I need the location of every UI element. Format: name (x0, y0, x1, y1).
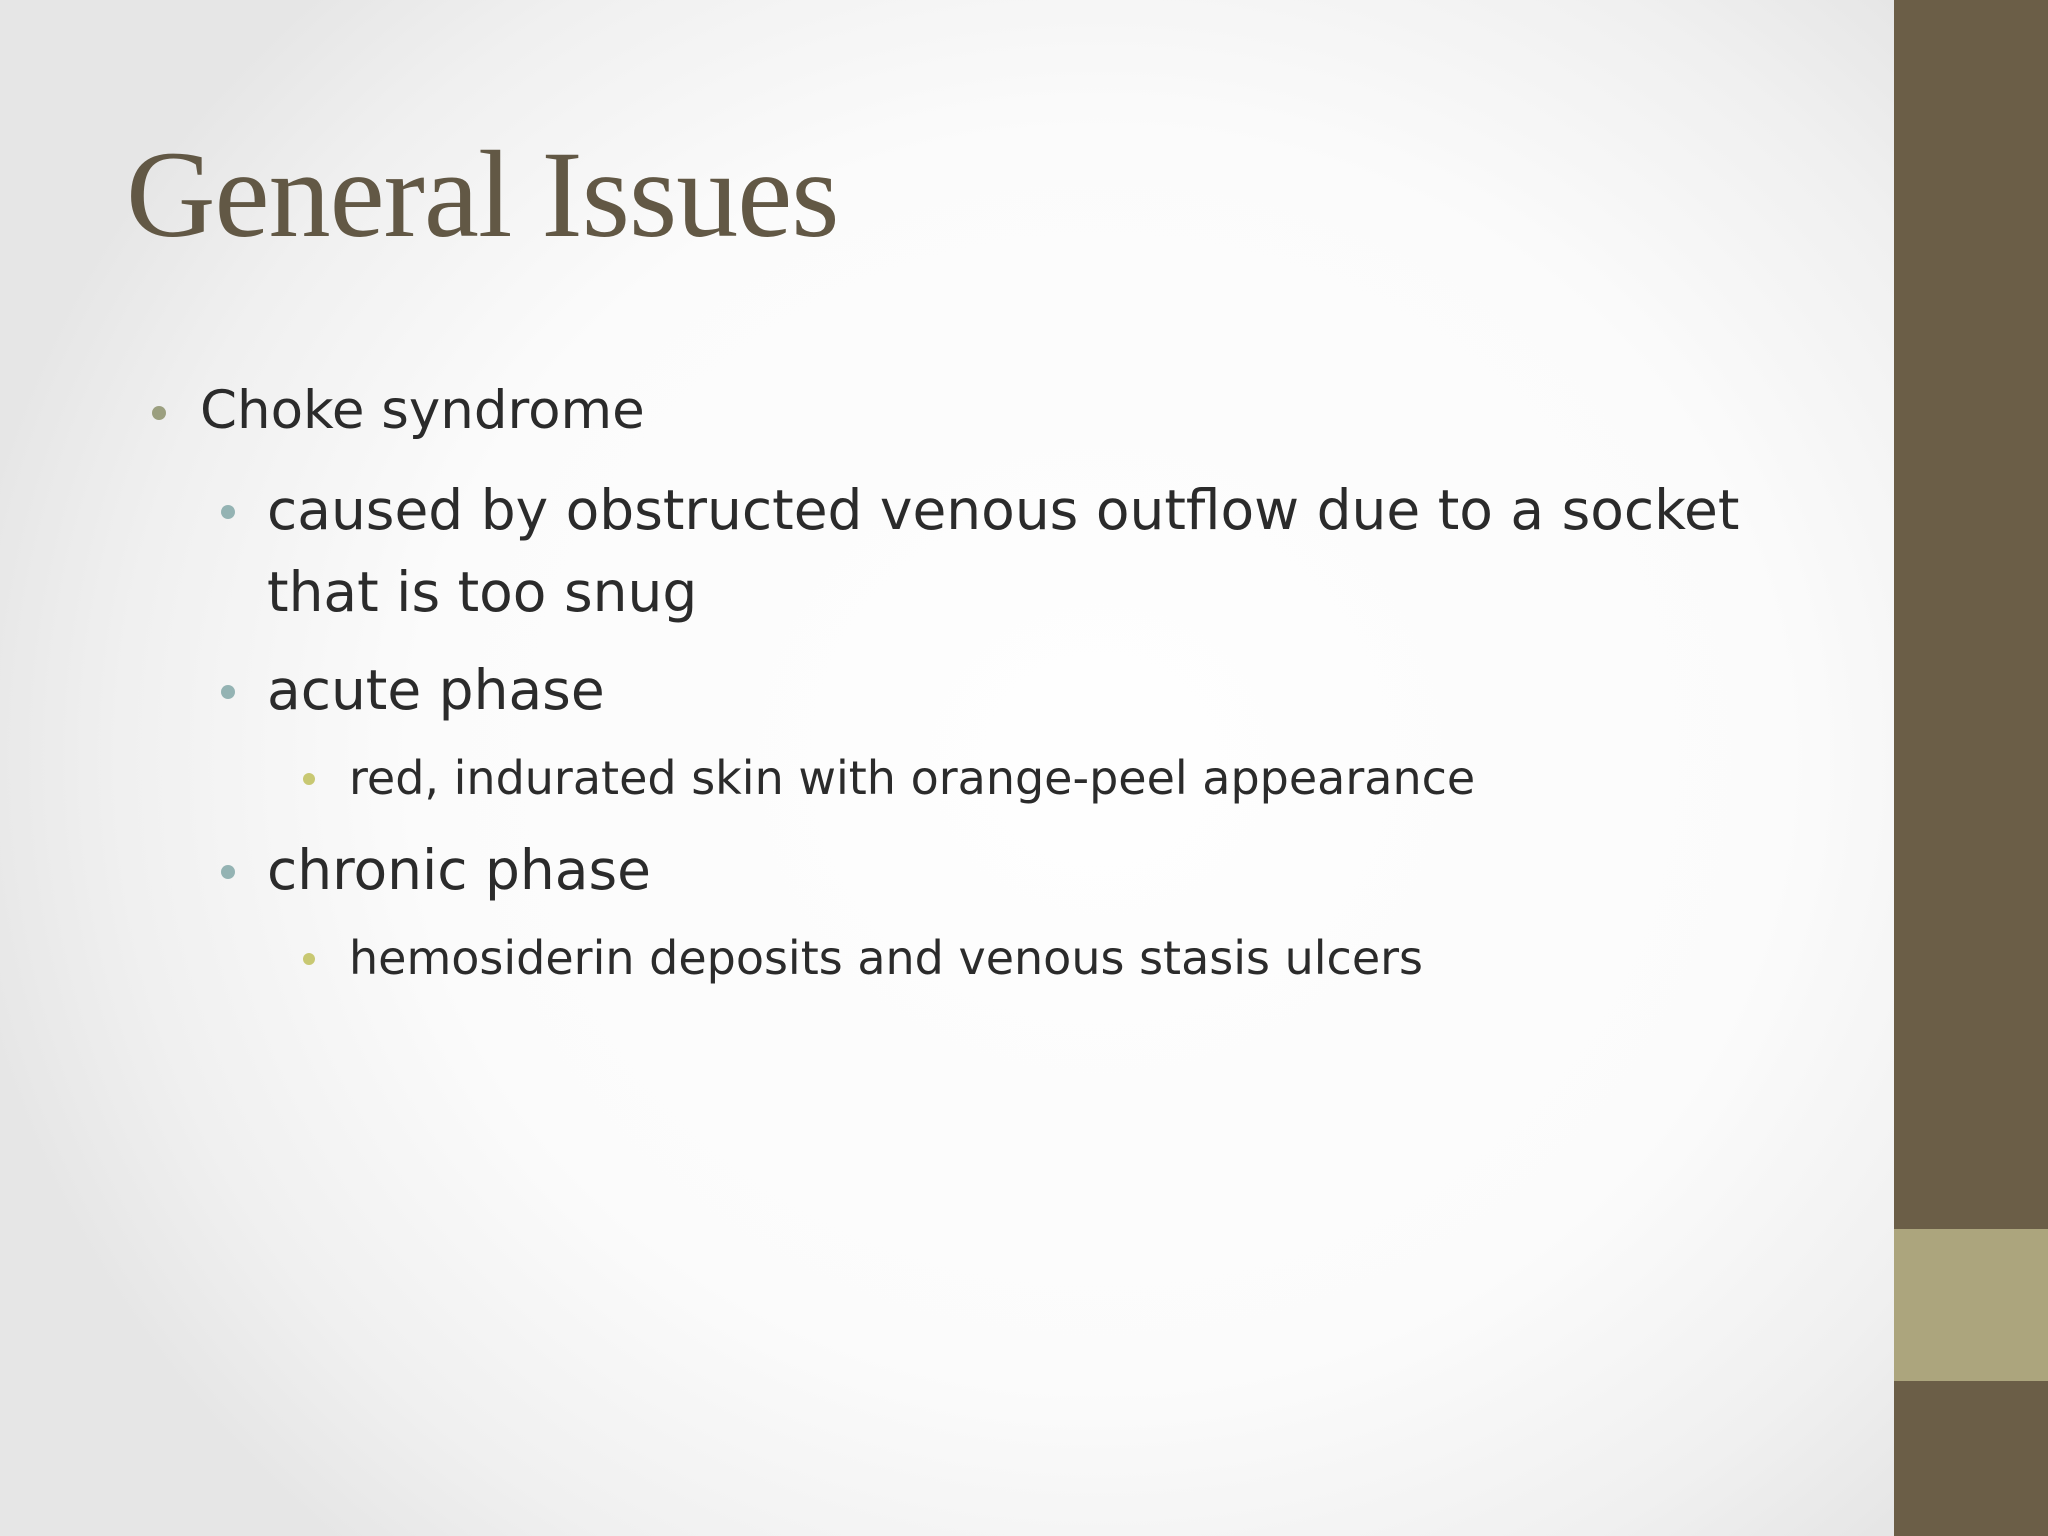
bullet-dot-icon (303, 953, 315, 965)
side-accent-block (1894, 1229, 2048, 1381)
bullet-item (267, 649, 1787, 731)
bullet-text: caused by obstructed venous outflow due to a socket that is too snug (267, 478, 1740, 624)
bullet-text: Choke syndrome (200, 380, 645, 441)
bullet-item (349, 923, 1423, 993)
bullet-dot-icon (152, 406, 166, 420)
bullet-dot-icon (303, 773, 315, 785)
bullet-dot-icon (221, 685, 235, 699)
bullet-item (349, 743, 1475, 813)
bullet-item (267, 469, 1787, 633)
bullet-text: acute phase (267, 658, 605, 722)
bullet-text: chronic phase (267, 838, 651, 902)
bullet-dot-icon (221, 505, 235, 519)
bullet-dot-icon (221, 865, 235, 879)
bullet-text: red, indurated skin with orange-peel appearance (349, 751, 1476, 805)
bullet-item (267, 829, 1787, 911)
slide-title: General Issues (126, 126, 839, 263)
bullet-text: hemosiderin deposits and venous stasis ulcers (349, 931, 1423, 985)
bullet-item (200, 370, 645, 452)
